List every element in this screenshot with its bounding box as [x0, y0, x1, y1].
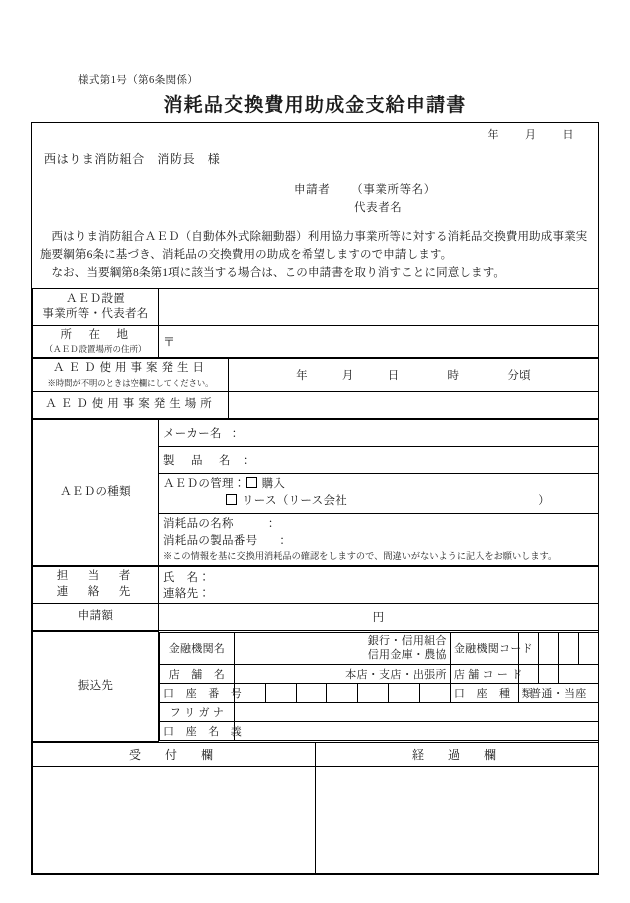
reception-pane[interactable]: [33, 766, 316, 873]
applicant-block: [32, 181, 598, 215]
contact-inputs: [159, 567, 599, 604]
account-number-cell-6[interactable]: [389, 684, 420, 703]
table-row: [33, 359, 599, 392]
install-office-label-line2: 事業所等・代表者名: [42, 308, 149, 321]
account-name-input[interactable]: [234, 722, 598, 741]
table-row: [33, 289, 599, 326]
form-frame: [31, 122, 599, 875]
incident-date-label: [33, 359, 229, 392]
bank-detail-table: [159, 632, 599, 742]
branch-code-cell-3[interactable]: [558, 665, 598, 684]
aed-maker-label: メーカー名: [163, 428, 222, 441]
bank-section-table: [32, 631, 599, 742]
location-label-note: （ＡＥＤ設置場所の住所）: [44, 343, 147, 354]
checkbox-lease[interactable]: [226, 494, 237, 505]
applicant-representative[interactable]: 代表者名: [354, 202, 403, 214]
contact-tel-line[interactable]: [163, 585, 594, 601]
furigana-label: フ リ ガ ナ: [160, 703, 235, 722]
location-label-text: 所 在 地: [60, 329, 131, 342]
table-row: [33, 604, 599, 631]
incident-place-input[interactable]: [229, 392, 599, 419]
bank-branch-code-label: 店 舗 コ ー ド: [450, 665, 518, 684]
aed-product-label: 製 品 名: [163, 455, 233, 468]
incident-year-label: 年: [296, 370, 308, 383]
incident-date-note: ※時間が不明のときは空欄にしてください。: [47, 378, 214, 388]
incident-table: [32, 358, 599, 419]
bank-account-number-row: [160, 684, 599, 703]
page-title: 消耗品交換費用助成金支給申請書: [163, 95, 467, 116]
progress-pane[interactable]: [316, 766, 599, 873]
date-day-label: 日: [562, 129, 574, 141]
aed-maker-row[interactable]: [159, 420, 599, 447]
contact-label-line1: 担 当 者: [56, 570, 135, 583]
table-row: [33, 326, 599, 358]
location-label: [33, 326, 159, 358]
consumable-name-label: 消耗品の名称: [163, 517, 234, 530]
incident-place-label: [33, 392, 229, 419]
account-name-label: 口 座 名 義: [160, 722, 235, 741]
aed-management-purchase-line: [163, 476, 594, 493]
consumable-name-line[interactable]: [163, 516, 594, 533]
date-month-label: 月: [525, 129, 537, 141]
aed-maker-colon: ：: [231, 428, 244, 441]
table-row: [33, 567, 599, 604]
consumable-code-label: 消耗品の製品番号: [163, 534, 258, 547]
amount-input[interactable]: [159, 604, 599, 631]
aed-product-colon: ：: [243, 455, 255, 468]
account-type-options[interactable]: 普通・当座: [519, 684, 598, 703]
bank-institution-row: [160, 632, 599, 665]
bank-kind-line1: 銀行・信用組合: [367, 634, 447, 647]
option-lease-label: リース（リース会社: [242, 495, 348, 508]
form-number: 様式第1号（第6条関係）: [78, 75, 199, 86]
applicant-office-name[interactable]: （事業所等名）: [351, 184, 436, 196]
date-year-label: 年: [487, 129, 499, 141]
submission-date-line: [32, 123, 598, 142]
checkbox-purchase[interactable]: [246, 477, 257, 488]
incident-date-label-text: ＡＥＤ使用事案発生日: [53, 362, 208, 375]
preamble-block: [32, 123, 598, 288]
consumable-code-line[interactable]: [163, 533, 594, 550]
bank-furigana-row: [160, 703, 599, 722]
bank-branch-kind: 本店・支店・出張所: [345, 669, 447, 682]
bank-kind-line2: 信用金庫・農協: [367, 649, 447, 662]
bank-code-cell-3[interactable]: [558, 632, 578, 665]
aed-management-label: ＡＥＤの管理：: [163, 478, 246, 491]
preamble-paragraph-2: なお、当要綱第8条第1項に該当する場合は、この申請書を取り消すことに同意します。: [51, 266, 506, 279]
account-type-label: 口 座 種 類: [450, 684, 518, 703]
postal-mark-icon: 〒: [163, 335, 176, 350]
incident-day-label: 日: [387, 370, 400, 383]
table-row: [33, 420, 599, 447]
contact-name-label: 氏 名：: [163, 572, 211, 584]
preamble-text: [32, 215, 598, 288]
account-number-label: 口 座 番 号: [160, 684, 235, 703]
account-number-cell-2[interactable]: [265, 684, 296, 703]
location-input[interactable]: [159, 326, 599, 358]
contact-amount-table: [32, 566, 599, 631]
bank-code-cell-4[interactable]: [578, 632, 598, 665]
aed-management-row: [159, 474, 599, 514]
applicant-label: 申請者: [294, 184, 331, 196]
table-row: [33, 632, 599, 742]
footer-pane-row: [33, 766, 599, 873]
incident-hour-label: 時: [447, 370, 460, 383]
contact-label: [33, 567, 159, 604]
bank-code-cell-2[interactable]: [538, 632, 558, 665]
account-number-cell-3[interactable]: [296, 684, 327, 703]
applicant-line: [294, 181, 598, 197]
consumable-warning-note: ※この情報を基に交換用消耗品の確認をしますので、間違いがないように記入をお願いします。: [163, 551, 558, 562]
main-form-table: [32, 288, 599, 358]
account-number-cell-5[interactable]: [358, 684, 389, 703]
contact-label-line2: 連 絡 先: [56, 586, 135, 598]
install-office-label-line1: ＡＥＤ設置: [66, 292, 125, 305]
bank-branch-row: [160, 665, 599, 684]
account-number-cell-4[interactable]: [327, 684, 358, 703]
aed-type-table: [32, 419, 599, 566]
bank-section-label: 振込先: [33, 632, 159, 742]
reception-label: 受 付 欄: [33, 742, 316, 766]
account-number-cell-7[interactable]: [419, 684, 450, 703]
furigana-input[interactable]: [234, 703, 598, 722]
install-office-label: [33, 289, 159, 326]
footer-table: [32, 742, 599, 874]
aed-management-lease-line: [163, 493, 594, 510]
aed-type-section-label: ＡＥＤの種類: [33, 420, 159, 566]
contact-tel-label: 連絡先：: [163, 588, 211, 600]
bank-account-name-row: [160, 722, 599, 741]
incident-month-label: 月: [341, 370, 354, 383]
preamble-paragraph-1: 西はりま消防組合ＡＥＤ（自動体外式除細動器）利用協力事業所等に対する消耗品交換費用助成事業実施要綱第6条に基づき、消耗品の交換費用の助成を希望しますので申請します。: [40, 231, 588, 261]
branch-code-cell-2[interactable]: [538, 665, 558, 684]
option-purchase-label: 購入: [261, 478, 286, 491]
incident-place-label-text: ＡＥＤ使用事案発生場所: [45, 398, 216, 411]
aed-product-row[interactable]: [159, 447, 599, 474]
bank-institution-label: 金融機関名: [160, 632, 235, 665]
footer-header-row: [33, 742, 599, 766]
bank-branch-input[interactable]: [234, 665, 450, 684]
contact-name-line[interactable]: [163, 569, 594, 585]
bank-institution-input[interactable]: [234, 632, 450, 665]
consumable-name-colon: ：: [267, 517, 280, 530]
incident-minute-label: 分頃: [507, 370, 531, 383]
consumable-code-colon: ：: [279, 534, 292, 547]
amount-label: 申請額: [33, 604, 159, 631]
addressee: 西はりま消防組合 消防長 様: [44, 152, 221, 166]
incident-date-input[interactable]: [229, 359, 599, 392]
bank-institution-code-label: 金融機関コード: [450, 632, 518, 665]
table-row: [33, 392, 599, 419]
install-office-input[interactable]: [159, 289, 599, 326]
lease-paren-close: ）: [538, 495, 550, 508]
bank-branch-label: 店 舗 名: [160, 665, 235, 684]
consumable-info-row: [159, 513, 599, 565]
amount-unit: 円: [372, 612, 385, 624]
progress-label: 経 過 欄: [316, 742, 599, 766]
